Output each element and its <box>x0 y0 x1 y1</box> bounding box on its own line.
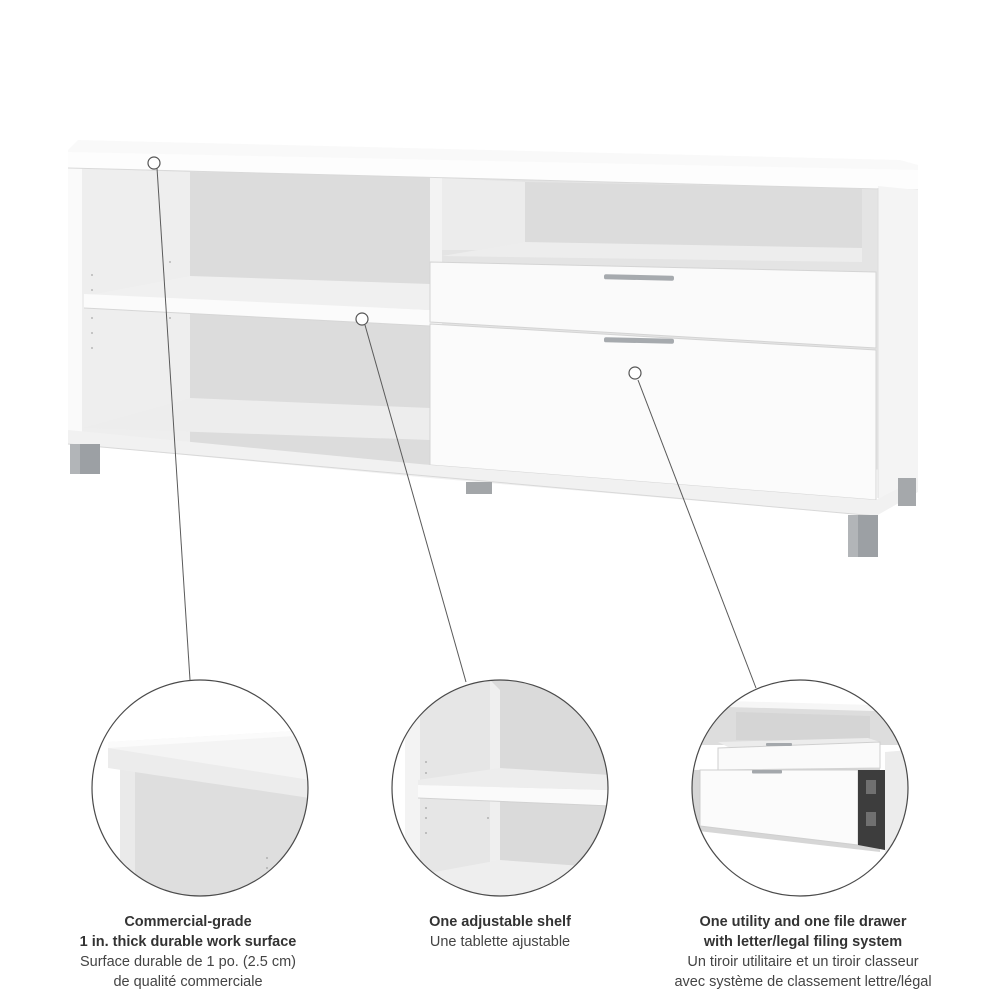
detail-circle-work-surface <box>90 678 310 900</box>
caption-title-line: Commercial-grade <box>124 914 252 930</box>
caption-french-line: avec système de classement lettre/légal <box>674 974 932 990</box>
caption-french-line: Un tiroir utilitaire et un tiroir classeur <box>687 954 919 970</box>
callout-marker-shelf <box>356 313 368 325</box>
caption-title-line: One adjustable shelf <box>429 914 571 930</box>
callout-marker-surface <box>148 157 160 169</box>
caption-title-line: with letter/legal filing system <box>703 934 903 950</box>
leg-back-center <box>466 482 492 494</box>
credenza <box>68 140 918 557</box>
caption-french-line: de qualité commerciale <box>113 974 263 990</box>
detail-circle-drawers <box>690 678 910 898</box>
right-side-panel <box>878 186 918 500</box>
callout-marker-drawer <box>629 367 641 379</box>
detail-circle-shelf <box>390 678 610 900</box>
leg-back-right <box>898 478 916 506</box>
caption-title-line: One utility and one file drawer <box>699 914 907 930</box>
left-side-edge <box>68 168 82 442</box>
feature-caption-work-surface <box>38 912 338 992</box>
center-divider-side <box>442 178 525 250</box>
caption-title-line: 1 in. thick durable work surface <box>79 934 297 950</box>
feature-caption-drawers <box>653 912 953 992</box>
feature-caption-shelf <box>350 912 650 952</box>
caption-french-line: Surface durable de 1 po. (2.5 cm) <box>79 954 296 970</box>
caption-french-line: Une tablette ajustable <box>429 934 571 950</box>
